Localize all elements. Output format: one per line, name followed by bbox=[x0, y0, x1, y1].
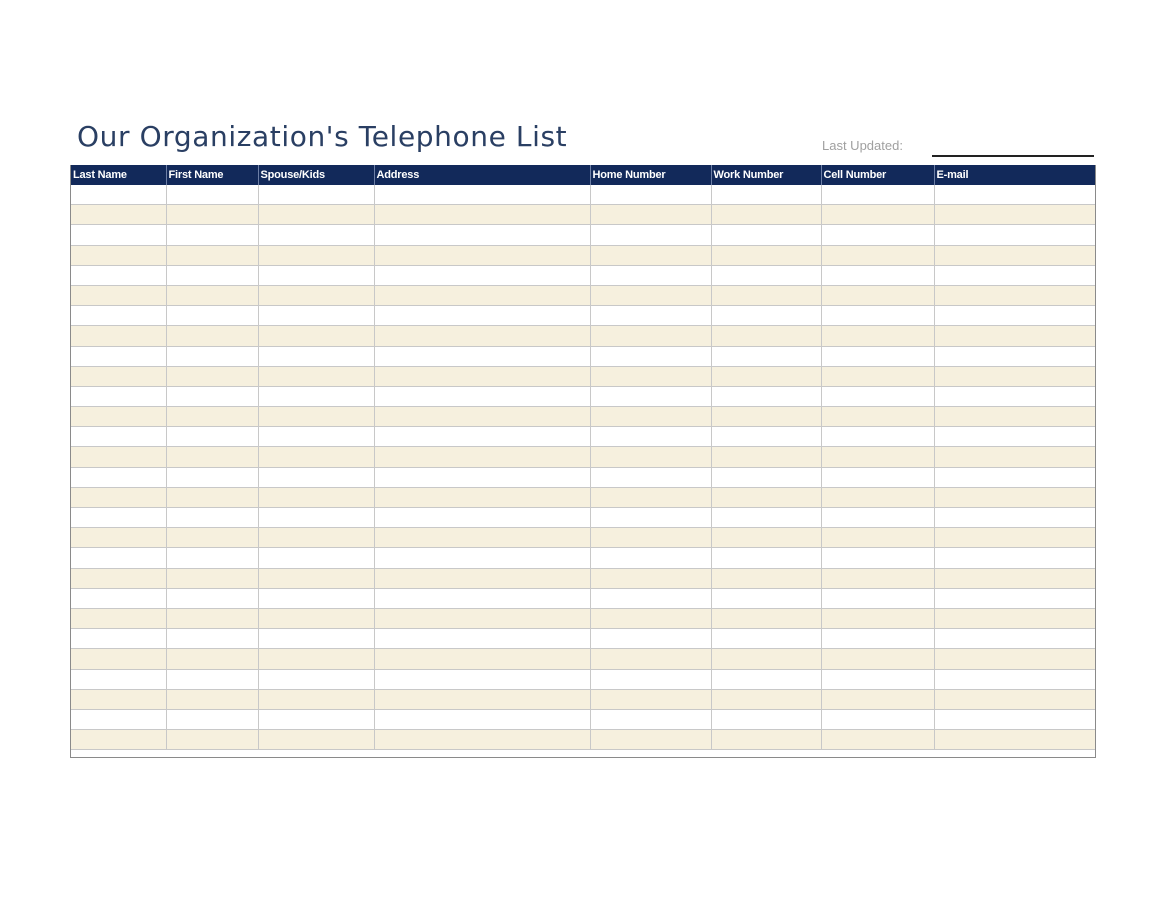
table-cell[interactable] bbox=[590, 185, 711, 205]
table-cell[interactable] bbox=[590, 427, 711, 447]
table-cell[interactable] bbox=[934, 528, 1095, 548]
table-row bbox=[71, 608, 1095, 628]
table-cell[interactable] bbox=[590, 407, 711, 427]
table-cell[interactable] bbox=[934, 386, 1095, 406]
table-cell[interactable] bbox=[821, 427, 934, 447]
table-cell[interactable] bbox=[934, 265, 1095, 285]
table-cell[interactable] bbox=[166, 467, 258, 487]
table-cell[interactable] bbox=[166, 730, 258, 750]
table-cell[interactable] bbox=[821, 407, 934, 427]
table-row bbox=[71, 225, 1095, 245]
table-cell[interactable] bbox=[934, 366, 1095, 386]
table-cell[interactable] bbox=[166, 709, 258, 729]
table-row bbox=[71, 689, 1095, 709]
table-row bbox=[71, 730, 1095, 750]
table-cell[interactable] bbox=[711, 265, 821, 285]
table-cell[interactable] bbox=[258, 709, 374, 729]
table-cell[interactable] bbox=[374, 427, 590, 447]
table-cell[interactable] bbox=[374, 588, 590, 608]
table-cell[interactable] bbox=[934, 689, 1095, 709]
table-row bbox=[71, 467, 1095, 487]
table-cell[interactable] bbox=[258, 245, 374, 265]
table-cell[interactable] bbox=[711, 588, 821, 608]
table-cell[interactable] bbox=[71, 608, 166, 628]
table-cell[interactable] bbox=[71, 386, 166, 406]
table-cell[interactable] bbox=[934, 326, 1095, 346]
table-cell[interactable] bbox=[934, 629, 1095, 649]
table-cell[interactable] bbox=[258, 285, 374, 305]
table-cell[interactable] bbox=[258, 306, 374, 326]
table-cell[interactable] bbox=[934, 447, 1095, 467]
table-cell[interactable] bbox=[258, 205, 374, 225]
table-cell[interactable] bbox=[821, 386, 934, 406]
table-row bbox=[71, 407, 1095, 427]
last-updated-field[interactable] bbox=[932, 155, 1094, 157]
table-row bbox=[71, 588, 1095, 608]
table-cell[interactable] bbox=[71, 185, 166, 205]
table-body bbox=[71, 185, 1095, 750]
table-cell[interactable] bbox=[71, 629, 166, 649]
table-cell[interactable] bbox=[374, 508, 590, 528]
table-cell[interactable] bbox=[821, 508, 934, 528]
table-cell[interactable] bbox=[374, 447, 590, 467]
page-title: Our Organization's Telephone List bbox=[77, 120, 568, 153]
table-cell[interactable] bbox=[590, 346, 711, 366]
column-header-home-number: Home Number bbox=[590, 165, 711, 185]
table-cell[interactable] bbox=[166, 447, 258, 467]
table-cell[interactable] bbox=[71, 306, 166, 326]
table-cell[interactable] bbox=[374, 407, 590, 427]
table-cell[interactable] bbox=[590, 669, 711, 689]
table-cell[interactable] bbox=[711, 306, 821, 326]
table-cell[interactable] bbox=[374, 205, 590, 225]
table-cell[interactable] bbox=[71, 709, 166, 729]
table-cell[interactable] bbox=[71, 346, 166, 366]
table-cell[interactable] bbox=[258, 588, 374, 608]
table-cell[interactable] bbox=[934, 467, 1095, 487]
table-cell[interactable] bbox=[821, 366, 934, 386]
table-cell[interactable] bbox=[934, 508, 1095, 528]
column-header-address: Address bbox=[374, 165, 590, 185]
table-cell[interactable] bbox=[166, 629, 258, 649]
table-cell[interactable] bbox=[166, 608, 258, 628]
table-cell[interactable] bbox=[590, 366, 711, 386]
table-cell[interactable] bbox=[934, 588, 1095, 608]
table-cell[interactable] bbox=[711, 225, 821, 245]
table-cell[interactable] bbox=[821, 245, 934, 265]
table-cell[interactable] bbox=[711, 548, 821, 568]
table-cell[interactable] bbox=[258, 265, 374, 285]
table-cell[interactable] bbox=[166, 265, 258, 285]
table-cell[interactable] bbox=[71, 588, 166, 608]
table-cell[interactable] bbox=[258, 326, 374, 346]
table-cell[interactable] bbox=[934, 407, 1095, 427]
table-cell[interactable] bbox=[258, 366, 374, 386]
table-cell[interactable] bbox=[374, 528, 590, 548]
table-cell[interactable] bbox=[258, 568, 374, 588]
table-cell[interactable] bbox=[258, 447, 374, 467]
table-cell[interactable] bbox=[374, 285, 590, 305]
table-cell[interactable] bbox=[934, 548, 1095, 568]
table-cell[interactable] bbox=[166, 487, 258, 507]
table-cell[interactable] bbox=[711, 386, 821, 406]
table-cell[interactable] bbox=[821, 447, 934, 467]
table-cell[interactable] bbox=[821, 709, 934, 729]
table-cell[interactable] bbox=[590, 265, 711, 285]
table-cell[interactable] bbox=[711, 689, 821, 709]
table-cell[interactable] bbox=[71, 366, 166, 386]
table-cell[interactable] bbox=[934, 346, 1095, 366]
table-cell[interactable] bbox=[934, 185, 1095, 205]
table-row bbox=[71, 306, 1095, 326]
table-cell[interactable] bbox=[821, 568, 934, 588]
table-cell[interactable] bbox=[166, 366, 258, 386]
table-cell[interactable] bbox=[71, 225, 166, 245]
column-header-email: E-mail bbox=[934, 165, 1095, 185]
table-cell[interactable] bbox=[374, 265, 590, 285]
table-cell[interactable] bbox=[166, 306, 258, 326]
table-cell[interactable] bbox=[590, 709, 711, 729]
table-row bbox=[71, 346, 1095, 366]
table-row bbox=[71, 326, 1095, 346]
table-row bbox=[71, 447, 1095, 467]
table-cell[interactable] bbox=[821, 326, 934, 346]
table-cell[interactable] bbox=[711, 487, 821, 507]
last-updated-label: Last Updated: bbox=[822, 138, 903, 153]
table-cell[interactable] bbox=[711, 709, 821, 729]
table-cell[interactable] bbox=[71, 508, 166, 528]
table-cell[interactable] bbox=[821, 528, 934, 548]
table-cell[interactable] bbox=[374, 608, 590, 628]
table-row bbox=[71, 427, 1095, 447]
table-row bbox=[71, 245, 1095, 265]
table-cell[interactable] bbox=[711, 467, 821, 487]
column-header-first-name: First Name bbox=[166, 165, 258, 185]
table-cell[interactable] bbox=[934, 245, 1095, 265]
table-cell[interactable] bbox=[374, 245, 590, 265]
table-cell[interactable] bbox=[71, 326, 166, 346]
table-cell[interactable] bbox=[166, 669, 258, 689]
table-cell[interactable] bbox=[374, 185, 590, 205]
table-row bbox=[71, 285, 1095, 305]
table-cell[interactable] bbox=[711, 285, 821, 305]
table-cell[interactable] bbox=[71, 528, 166, 548]
table-cell[interactable] bbox=[166, 528, 258, 548]
table-cell[interactable] bbox=[934, 649, 1095, 669]
table-cell[interactable] bbox=[821, 306, 934, 326]
telephone-table-container bbox=[70, 165, 1096, 758]
table-cell[interactable] bbox=[711, 649, 821, 669]
table-cell[interactable] bbox=[590, 205, 711, 225]
table-cell[interactable] bbox=[166, 407, 258, 427]
table-cell[interactable] bbox=[71, 649, 166, 669]
table-cell[interactable] bbox=[590, 508, 711, 528]
table-cell[interactable] bbox=[590, 326, 711, 346]
table-cell[interactable] bbox=[590, 588, 711, 608]
table-cell[interactable] bbox=[934, 427, 1095, 447]
table-row bbox=[71, 528, 1095, 548]
table-cell[interactable] bbox=[374, 689, 590, 709]
table-cell[interactable] bbox=[71, 730, 166, 750]
table-cell[interactable] bbox=[711, 185, 821, 205]
table-cell[interactable] bbox=[590, 568, 711, 588]
table-cell[interactable] bbox=[71, 467, 166, 487]
table-cell[interactable] bbox=[374, 225, 590, 245]
table-cell[interactable] bbox=[258, 508, 374, 528]
table-cell[interactable] bbox=[374, 366, 590, 386]
table-cell[interactable] bbox=[258, 548, 374, 568]
table-cell[interactable] bbox=[258, 528, 374, 548]
table-cell[interactable] bbox=[258, 225, 374, 245]
table-cell[interactable] bbox=[711, 427, 821, 447]
table-cell[interactable] bbox=[258, 467, 374, 487]
table-cell[interactable] bbox=[934, 225, 1095, 245]
table-cell[interactable] bbox=[590, 225, 711, 245]
table-cell[interactable] bbox=[934, 568, 1095, 588]
table-cell[interactable] bbox=[374, 467, 590, 487]
table-cell[interactable] bbox=[258, 689, 374, 709]
table-cell[interactable] bbox=[71, 487, 166, 507]
table-row bbox=[71, 649, 1095, 669]
table-cell[interactable] bbox=[166, 568, 258, 588]
table-cell[interactable] bbox=[71, 568, 166, 588]
table-cell[interactable] bbox=[590, 730, 711, 750]
table-row bbox=[71, 185, 1095, 205]
table-row bbox=[71, 487, 1095, 507]
column-header-spouse-kids: Spouse/Kids bbox=[258, 165, 374, 185]
table-cell[interactable] bbox=[166, 205, 258, 225]
table-cell[interactable] bbox=[711, 245, 821, 265]
table-cell[interactable] bbox=[821, 225, 934, 245]
table-cell[interactable] bbox=[258, 386, 374, 406]
table-cell[interactable] bbox=[711, 568, 821, 588]
table-cell[interactable] bbox=[258, 427, 374, 447]
table-row bbox=[71, 366, 1095, 386]
table-cell[interactable] bbox=[166, 285, 258, 305]
table-cell[interactable] bbox=[258, 608, 374, 628]
table-cell[interactable] bbox=[821, 649, 934, 669]
telephone-table bbox=[71, 165, 1095, 750]
table-cell[interactable] bbox=[821, 608, 934, 628]
table-cell[interactable] bbox=[166, 245, 258, 265]
table-cell[interactable] bbox=[711, 326, 821, 346]
table-cell[interactable] bbox=[590, 629, 711, 649]
table-cell[interactable] bbox=[166, 427, 258, 447]
table-cell[interactable] bbox=[258, 649, 374, 669]
table-cell[interactable] bbox=[711, 205, 821, 225]
table-cell[interactable] bbox=[71, 447, 166, 467]
table-cell[interactable] bbox=[166, 588, 258, 608]
column-header-last-name: Last Name bbox=[71, 165, 166, 185]
table-cell[interactable] bbox=[590, 386, 711, 406]
table-cell[interactable] bbox=[711, 346, 821, 366]
table-cell[interactable] bbox=[166, 225, 258, 245]
table-row bbox=[71, 508, 1095, 528]
table-cell[interactable] bbox=[711, 407, 821, 427]
table-row bbox=[71, 669, 1095, 689]
table-cell[interactable] bbox=[711, 730, 821, 750]
table-cell[interactable] bbox=[374, 649, 590, 669]
table-cell[interactable] bbox=[258, 629, 374, 649]
table-cell[interactable] bbox=[590, 689, 711, 709]
table-cell[interactable] bbox=[590, 467, 711, 487]
table-cell[interactable] bbox=[711, 669, 821, 689]
table-cell[interactable] bbox=[821, 185, 934, 205]
table-cell[interactable] bbox=[821, 548, 934, 568]
table-cell[interactable] bbox=[258, 346, 374, 366]
table-cell[interactable] bbox=[590, 447, 711, 467]
table-cell[interactable] bbox=[590, 548, 711, 568]
table-row bbox=[71, 568, 1095, 588]
table-cell[interactable] bbox=[166, 548, 258, 568]
table-cell[interactable] bbox=[71, 265, 166, 285]
table-cell[interactable] bbox=[374, 386, 590, 406]
column-header-cell-number: Cell Number bbox=[821, 165, 934, 185]
table-cell[interactable] bbox=[71, 669, 166, 689]
table-cell[interactable] bbox=[374, 487, 590, 507]
table-cell[interactable] bbox=[821, 689, 934, 709]
table-cell[interactable] bbox=[166, 326, 258, 346]
table-cell[interactable] bbox=[821, 205, 934, 225]
table-cell[interactable] bbox=[821, 629, 934, 649]
table-row bbox=[71, 265, 1095, 285]
table-cell[interactable] bbox=[374, 346, 590, 366]
table-cell[interactable] bbox=[374, 568, 590, 588]
table-cell[interactable] bbox=[711, 528, 821, 548]
table-row bbox=[71, 629, 1095, 649]
table-cell[interactable] bbox=[934, 709, 1095, 729]
table-cell[interactable] bbox=[258, 487, 374, 507]
table-cell[interactable] bbox=[711, 366, 821, 386]
table-cell[interactable] bbox=[166, 185, 258, 205]
table-cell[interactable] bbox=[71, 407, 166, 427]
table-cell[interactable] bbox=[374, 629, 590, 649]
table-cell[interactable] bbox=[590, 528, 711, 548]
table-cell[interactable] bbox=[711, 608, 821, 628]
table-cell[interactable] bbox=[590, 608, 711, 628]
table-cell[interactable] bbox=[934, 205, 1095, 225]
table-cell[interactable] bbox=[590, 649, 711, 669]
table-cell[interactable] bbox=[821, 467, 934, 487]
table-cell[interactable] bbox=[258, 730, 374, 750]
table-cell[interactable] bbox=[166, 689, 258, 709]
table-cell[interactable] bbox=[821, 730, 934, 750]
table-cell[interactable] bbox=[590, 487, 711, 507]
table-row bbox=[71, 709, 1095, 729]
table-cell[interactable] bbox=[374, 548, 590, 568]
table-cell[interactable] bbox=[821, 487, 934, 507]
table-cell[interactable] bbox=[71, 689, 166, 709]
table-row bbox=[71, 386, 1095, 406]
table-cell[interactable] bbox=[821, 346, 934, 366]
table-cell[interactable] bbox=[166, 386, 258, 406]
table-cell[interactable] bbox=[934, 285, 1095, 305]
table-cell[interactable] bbox=[711, 447, 821, 467]
table-cell[interactable] bbox=[934, 306, 1095, 326]
table-cell[interactable] bbox=[934, 487, 1095, 507]
table-cell[interactable] bbox=[711, 508, 821, 528]
table-cell[interactable] bbox=[374, 306, 590, 326]
table-cell[interactable] bbox=[821, 265, 934, 285]
column-header-work-number: Work Number bbox=[711, 165, 821, 185]
table-cell[interactable] bbox=[258, 185, 374, 205]
table-cell[interactable] bbox=[934, 730, 1095, 750]
table-cell[interactable] bbox=[71, 427, 166, 447]
table-cell[interactable] bbox=[821, 669, 934, 689]
table-cell[interactable] bbox=[71, 205, 166, 225]
table-cell[interactable] bbox=[166, 508, 258, 528]
table-header-row bbox=[71, 165, 1095, 185]
table-cell[interactable] bbox=[711, 629, 821, 649]
table-cell[interactable] bbox=[258, 669, 374, 689]
table-cell[interactable] bbox=[374, 326, 590, 346]
table-row bbox=[71, 205, 1095, 225]
table-cell[interactable] bbox=[374, 730, 590, 750]
table-cell[interactable] bbox=[374, 669, 590, 689]
table-cell[interactable] bbox=[166, 649, 258, 669]
table-cell[interactable] bbox=[71, 285, 166, 305]
table-cell[interactable] bbox=[374, 709, 590, 729]
table-cell[interactable] bbox=[821, 285, 934, 305]
table-cell[interactable] bbox=[71, 245, 166, 265]
table-cell[interactable] bbox=[590, 285, 711, 305]
table-cell[interactable] bbox=[934, 608, 1095, 628]
table-cell[interactable] bbox=[166, 346, 258, 366]
table-cell[interactable] bbox=[590, 306, 711, 326]
table-cell[interactable] bbox=[71, 548, 166, 568]
table-cell[interactable] bbox=[590, 245, 711, 265]
table-row bbox=[71, 548, 1095, 568]
table-cell[interactable] bbox=[934, 669, 1095, 689]
table-cell[interactable] bbox=[821, 588, 934, 608]
table-cell[interactable] bbox=[258, 407, 374, 427]
